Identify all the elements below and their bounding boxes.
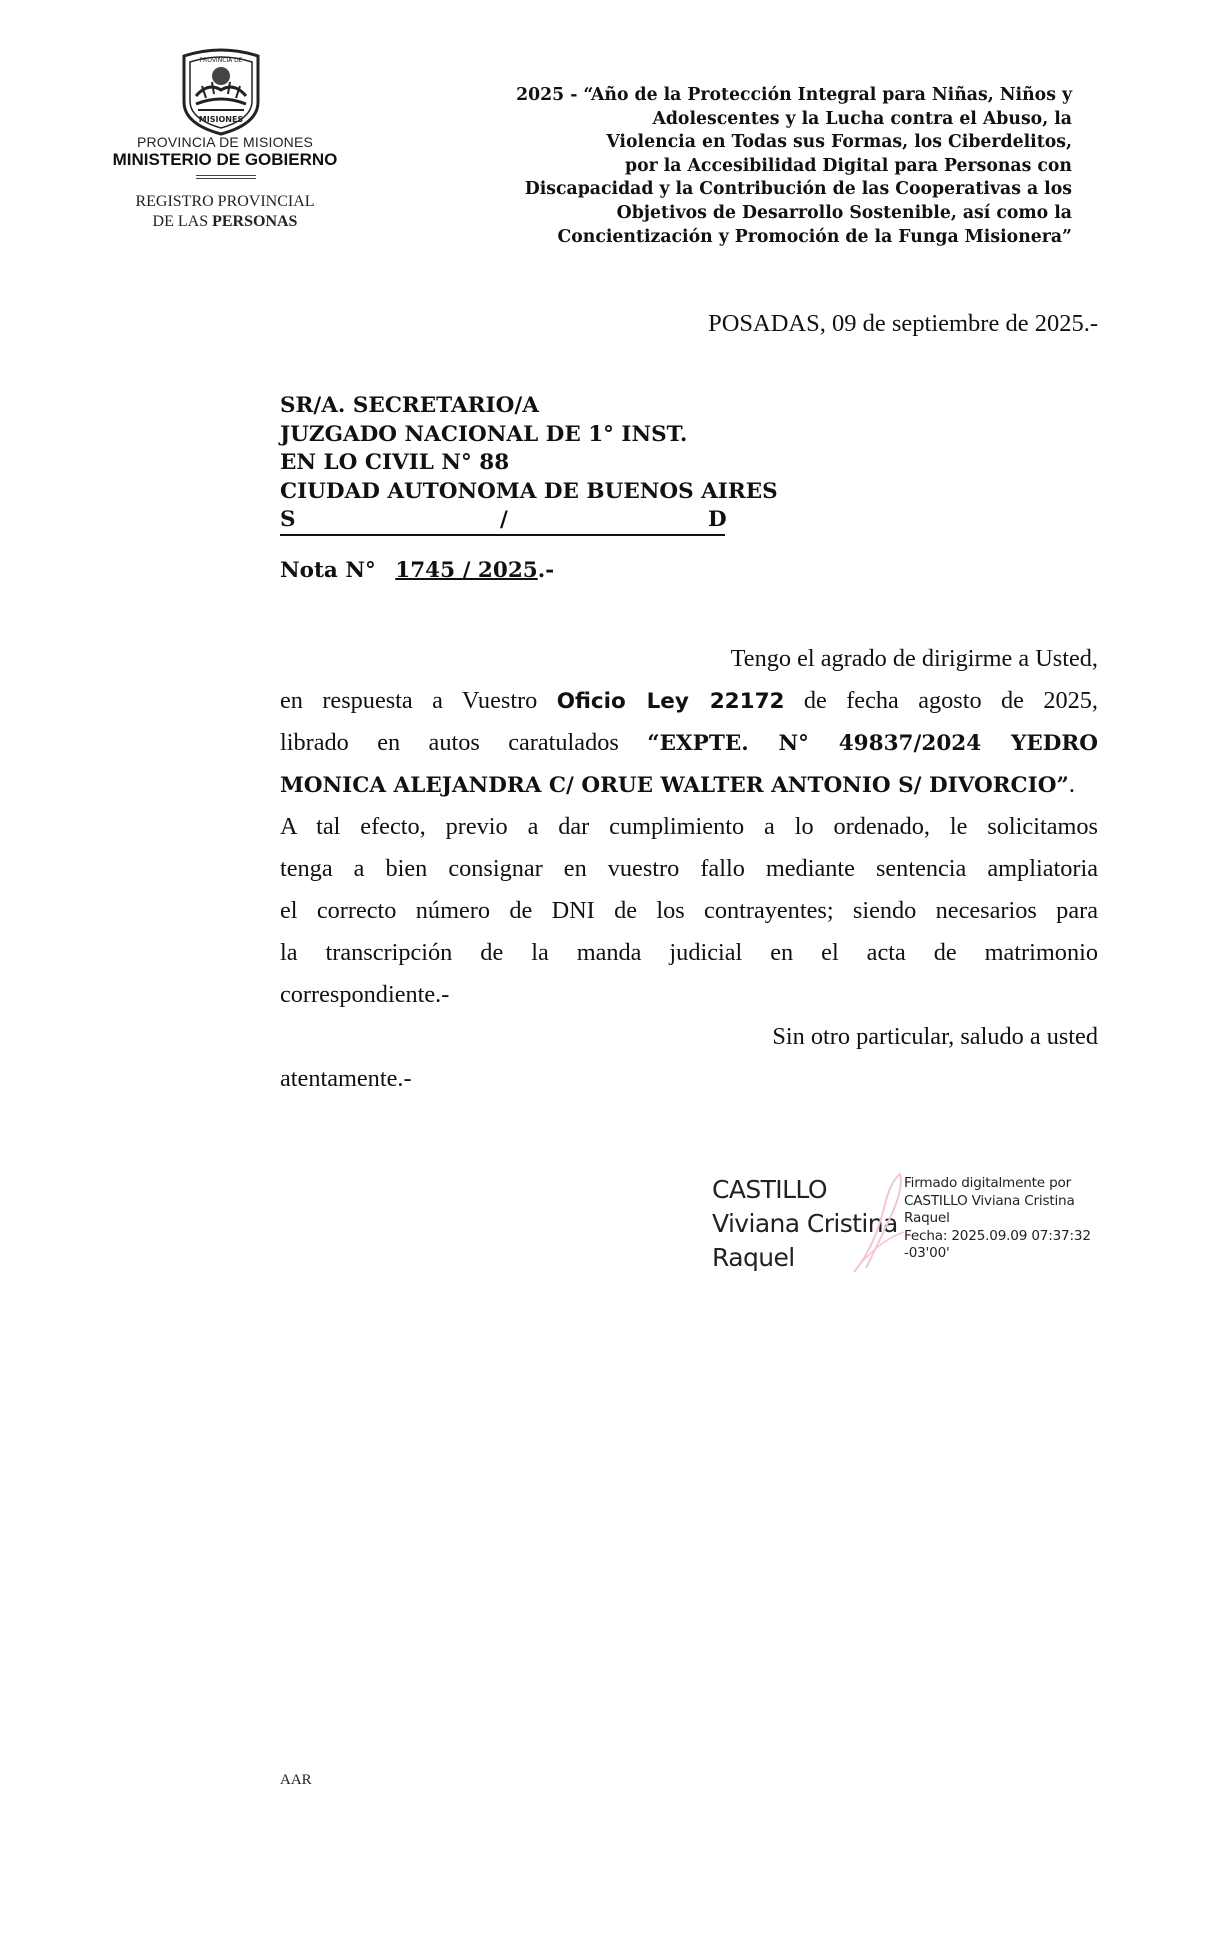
body-line: tenga a bien consignar en vuestro fallo mediante sentencia ampliatoria [280,855,1098,882]
registry-line-2 [110,213,340,231]
recipient-line: SR/A. SECRETARIO/A [280,393,539,418]
stamp-line: Firmado digitalmente por [904,1175,1072,1191]
emblem-text-bottom: MISIONES [198,115,244,124]
registry-line-1: REGISTRO PROVINCIAL [135,193,315,210]
sd-mid: / [500,507,508,532]
stamp-line: Raquel [904,1210,950,1227]
note-number-value: 1745 / 2025 [395,558,538,583]
note-suffix: .- [537,558,555,583]
province-coat-of-arms-icon [178,46,264,136]
body-line [280,722,1098,764]
recipient-line: JUZGADO NACIONAL DE 1° INST. [280,421,688,447]
body-line [280,764,1098,806]
motto-line: 2025 - “Año de la Protección Integral para Niñas, Niños y [516,85,1072,105]
note-label: Nota N° [280,558,376,583]
emblem-text-top: PROVINCIA DE [199,57,243,64]
signer-name-line: CASTILLO [712,1175,827,1204]
registry-line-2-prefix: DE LAS [152,213,213,230]
body-text: . [1068,771,1075,798]
signer-name-line: Viviana Cristina [712,1209,898,1238]
body-line [280,680,1098,722]
signer-name-line: Raquel [712,1243,795,1272]
letter-body [280,638,1098,1100]
case-title-cont: MONICA ALEJANDRA C/ ORUE WALTER ANTONIO S/ DIVORCIO” [280,773,1069,798]
letter-date: POSADAS, 09 de septiembre de 2025.- [708,310,1098,337]
registry-line-2-bold: PERSONAS [212,213,298,230]
motto-line: Discapacidad y la Contribución de las Cooperativas a los [524,179,1072,200]
recipient-line: CIUDAD AUTONOMA DE BUENOS AIRES [280,478,778,504]
case-title: “EXPTE. N° 49837/2024 YEDRO [647,731,1098,756]
body-line: atentamente.- [280,1065,412,1092]
typist-initials: AAR [280,1772,312,1788]
motto-line: por la Accesibilidad Digital para Personas con [625,155,1072,176]
recipient-block [280,392,840,536]
body-line: correspondiente.- [280,981,450,1008]
ministry-name: MINISTERIO DE GOBIERNO [112,150,338,169]
stamp-line: CASTILLO Viviana Cristina [904,1192,1075,1209]
motto-line: Objetivos de Desarrollo Sostenible, así como la [616,202,1072,223]
body-line: el correcto número de DNI de los contrayentes; siendo necesarios para [280,897,1098,924]
recipient-line: EN LO CIVIL N° 88 [280,450,510,475]
year-motto [440,84,1072,249]
motto-line: Adolescentes y la Lucha contra el Abuso, la [652,108,1072,129]
body-line: Tengo el agrado de dirigirme a Usted, [730,645,1098,672]
body-text: de fecha agosto de 2025, [803,687,1098,714]
header-divider [196,175,256,179]
body-text: en respuesta a Vuestro [280,687,538,714]
sd-right: D [708,507,727,532]
body-line: Sin otro particular, saludo a usted [772,1023,1098,1050]
province-name: PROVINCIA DE MISIONES [136,134,314,150]
motto-line: Concientización y Promoción de la Funga Misionera” [557,226,1072,247]
sd-left: S [280,507,296,532]
body-line: la transcripción de la manda judicial en el acta de matrimonio [280,939,1098,966]
sd-line [280,506,725,536]
body-line: A tal efecto, previo a dar cumplimiento a lo ordenado, le solicitamos [280,813,1098,840]
stamp-line: -03'00' [904,1245,950,1262]
digital-signature-stamp [904,1175,1104,1263]
oficio-reference: Oficio Ley 22172 [556,689,785,714]
note-number [280,558,554,583]
stamp-line: Fecha: 2025.09.09 07:37:32 [904,1227,1091,1244]
motto-line: Violencia en Todas sus Formas, los Ciberdelitos, [606,132,1072,153]
body-text: librado en autos caratulados [280,729,619,756]
